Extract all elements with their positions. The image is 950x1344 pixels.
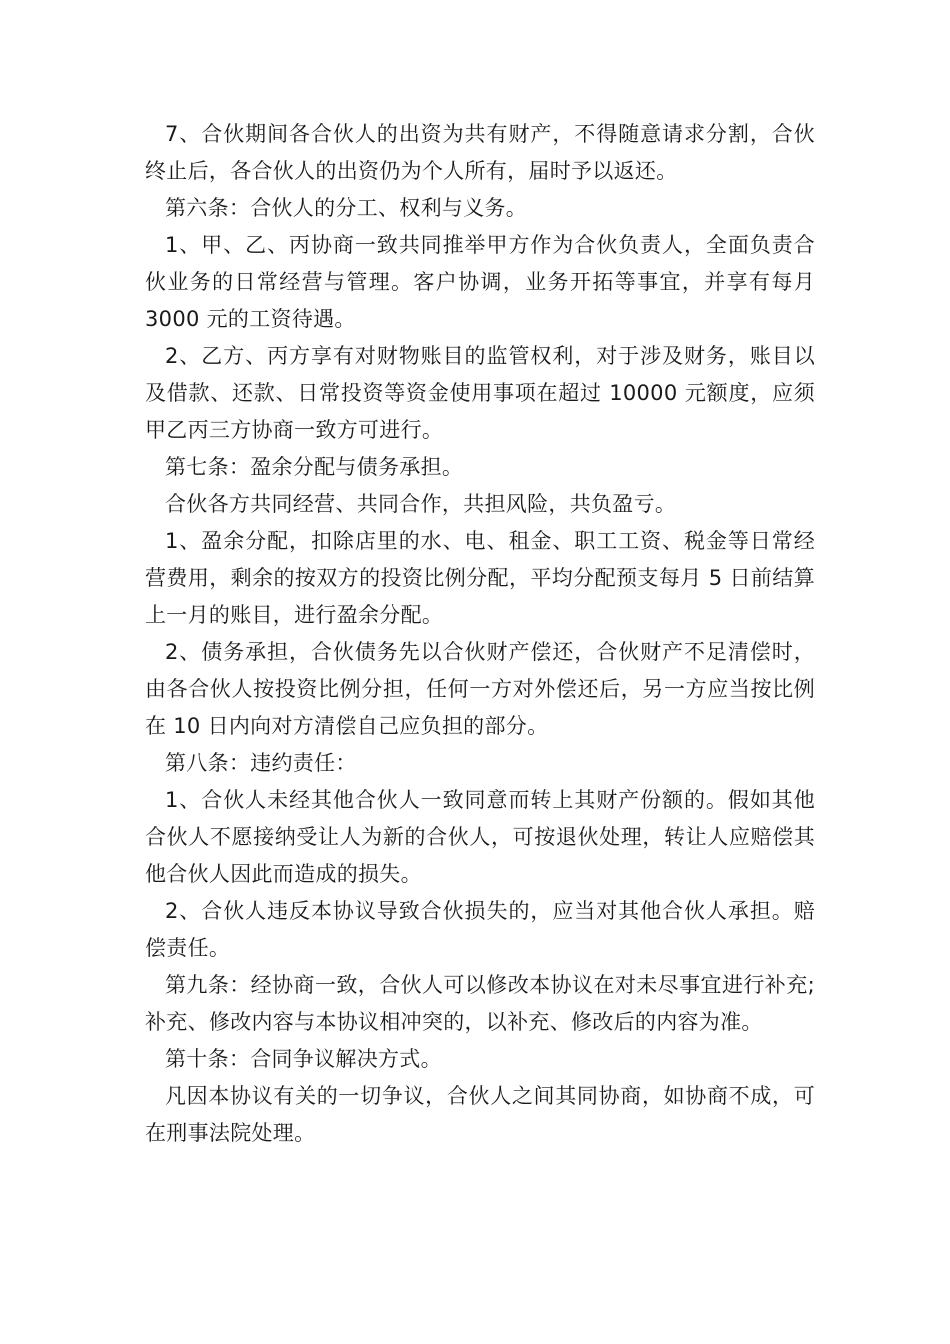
- clause-paragraph: 7、合伙期间各合伙人的出资为共有财产，不得随意请求分割，合伙终止后，各合伙人的出资仍为个人所有，届时予以返还。: [145, 122, 815, 183]
- clause-paragraph: 凡因本协议有关的一切争议，合伙人之间其同协商，如协商不成，可在刑事法院处理。: [145, 1084, 815, 1145]
- clause-paragraph: 2、乙方、丙方享有对财物账目的监管权利，对于涉及财务，账目以及借款、还款、日常投资等资金使用事项在超过 10000 元额度，应须甲乙丙三方协商一致方可进行。: [145, 344, 815, 442]
- clause-paragraph: 合伙各方共同经营、共同合作，共担风险，共负盈亏。: [165, 492, 677, 516]
- clause-paragraph: 1、甲、乙、丙协商一致共同推举甲方作为合伙负责人，全面负责合伙业务的日常经营与管理。客户协调，业务开拓等事宜，并享有每月 3000 元的工资待遇。: [145, 233, 815, 331]
- clause-paragraph: 2、债务承担，合伙债务先以合伙财产偿还，合伙财产不足清偿时，由各合伙人按投资比例分担，任何一方对外偿还后，另一方应当按比例在 10 日内向对方清偿自己应负担的部分。: [145, 640, 815, 738]
- article-heading: 第十条：合同争议解决方式。: [165, 1047, 442, 1071]
- article-heading: 第六条：合伙人的分工、权利与义务。: [165, 196, 528, 220]
- article-heading: 第九条：经协商一致，合伙人可以修改本协议在对未尽事宜进行补充;补充、修改内容与本协议相冲突的，以补充、修改后的内容为准。: [145, 973, 815, 1034]
- document-body: [145, 116, 815, 1152]
- clause-paragraph: 2、合伙人违反本协议导致合伙损失的，应当对其他合伙人承担。赔偿责任。: [145, 899, 815, 960]
- article-heading: 第八条：违约责任：: [165, 751, 357, 775]
- clause-paragraph: 1、盈余分配，扣除店里的水、电、租金、职工工资、税金等日常经营费用，剩余的按双方的投资比例分配，平均分配预支每月 5 日前结算上一月的账目，进行盈余分配。: [145, 529, 815, 627]
- clause-paragraph: 1、合伙人未经其他合伙人一致同意而转上其财产份额的。假如其他合伙人不愿接纳受让人为新的合伙人，可按退伙处理，转让人应赔偿其他合伙人因此而造成的损失。: [145, 788, 815, 886]
- article-heading: 第七条：盈余分配与债务承担。: [165, 455, 464, 479]
